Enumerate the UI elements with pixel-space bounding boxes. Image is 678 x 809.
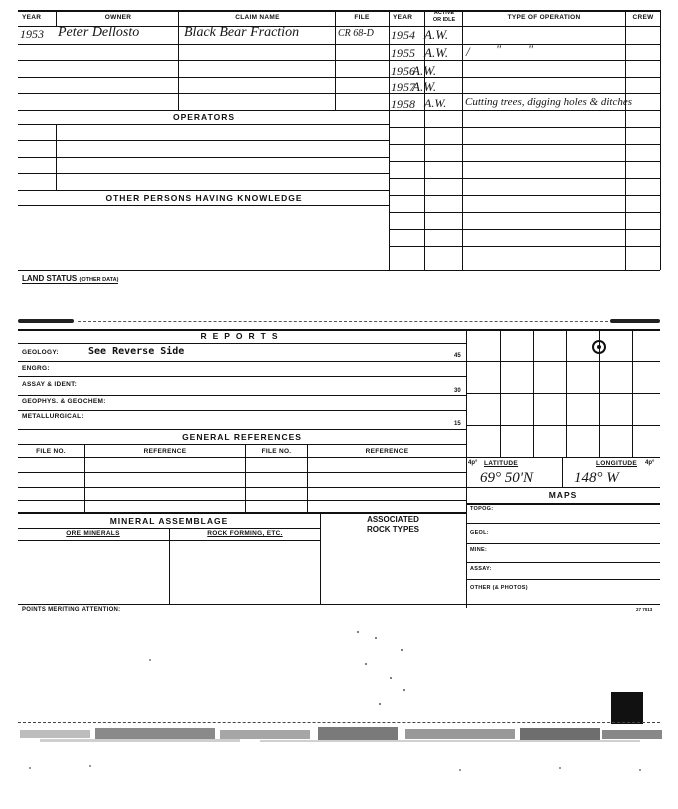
claim-file: CR 68-D xyxy=(338,28,374,39)
op-row-3-year: 1956 xyxy=(391,64,415,78)
ops-active-header: ACTIVE OR IDLE xyxy=(432,10,456,23)
col-owner-header: OWNER xyxy=(104,14,132,21)
col-claim-name-header: CLAIM NAME xyxy=(235,14,280,21)
other-persons-label: OTHER PERSONS HAVING KNOWLEDGE xyxy=(105,193,303,203)
associated-rock-types-header: ASSOCIATED ROCK TYPES xyxy=(366,515,419,534)
maps-mine: MINE: xyxy=(470,547,488,553)
maps-assay: ASSAY: xyxy=(470,566,492,572)
ops-crew-header: CREW xyxy=(632,14,654,21)
op-row-1-status: A.W. xyxy=(424,27,449,42)
op-row-2-status: A.W. xyxy=(424,45,449,60)
longitude-label: LONGITUDE xyxy=(596,460,637,467)
report-assay-label: ASSAY & IDENT: xyxy=(22,381,78,388)
op-row-4-year: 1957 xyxy=(391,80,415,94)
reports-title: REPORTS xyxy=(200,331,284,341)
latitude-label: LATITUDE xyxy=(484,460,519,467)
maps-geol: GEOL: xyxy=(470,530,489,536)
ops-type-header: TYPE OF OPERATION xyxy=(507,14,581,21)
op-row-2-type: " " xyxy=(496,42,534,56)
ref-file-no-2: FILE NO. xyxy=(261,448,292,455)
scan-speckles xyxy=(0,620,678,790)
location-marker-icon xyxy=(592,340,606,354)
lat-code: 4p° xyxy=(468,460,478,466)
report-geophys-label: GEOPHYS. & GEOCHEM: xyxy=(22,398,106,405)
report-geology-value: See Reverse Side xyxy=(88,346,185,357)
op-row-5-status: A.W. xyxy=(424,96,447,110)
maps-topog: TOPOG: xyxy=(470,506,494,512)
scan-mark-left xyxy=(18,319,74,323)
op-row-5-type: Cutting trees, digging holes & ditches xyxy=(465,96,633,108)
maps-other: OTHER (& PHOTOS) xyxy=(470,585,528,591)
latitude-value: 69° 50'N xyxy=(480,470,533,486)
claim-owner: Peter Dellosto xyxy=(58,25,140,40)
rock-forming-header: ROCK FORMING, ETC. xyxy=(207,530,283,537)
col-file-header: FILE xyxy=(354,14,370,21)
ops-year-header: YEAR xyxy=(393,14,413,21)
general-references-title: GENERAL REFERENCES xyxy=(182,432,302,442)
op-row-2-year: 1955 xyxy=(391,46,415,60)
op-row-4-status: A.W. xyxy=(412,79,437,94)
lon-code: 4p° xyxy=(645,460,655,466)
land-status-label: LAND STATUS (OTHER DATA) xyxy=(22,274,119,283)
top-rule xyxy=(18,10,660,12)
operators-label: OPERATORS xyxy=(172,112,236,122)
report-metallurgical-label: METALLURGICAL: xyxy=(22,413,84,420)
claim-name: Black Bear Fraction xyxy=(184,25,300,40)
scan-mark-right xyxy=(610,319,660,323)
points-meriting-attention-label: POINTS MERITING ATTENTION: xyxy=(22,607,121,613)
claim-year: 1953 xyxy=(20,27,44,41)
op-row-5-year: 1958 xyxy=(391,97,415,111)
ref-file-no-1: FILE NO. xyxy=(36,448,66,455)
op-row-2-ditto: / xyxy=(466,44,470,59)
report-engrg-label: ENGRG: xyxy=(22,365,50,372)
form-number: 27 7013 xyxy=(636,607,653,612)
longitude-value: 148° W xyxy=(574,470,619,486)
ref-reference-2: REFERENCE xyxy=(365,448,409,455)
op-row-1-year: 1954 xyxy=(391,28,415,42)
mineral-assemblage-title: MINERAL ASSEMBLAGE xyxy=(109,516,229,526)
maps-label: MAPS xyxy=(548,490,578,500)
ref-reference-1: REFERENCE xyxy=(143,448,187,455)
op-row-3-status: A.W. xyxy=(412,63,437,78)
bottom-center-divider xyxy=(466,329,467,608)
ore-minerals-header: ORE MINERALS xyxy=(66,530,120,537)
report-geology-label: GEOLOGY: xyxy=(22,349,59,356)
col-year-header: YEAR xyxy=(22,14,42,21)
